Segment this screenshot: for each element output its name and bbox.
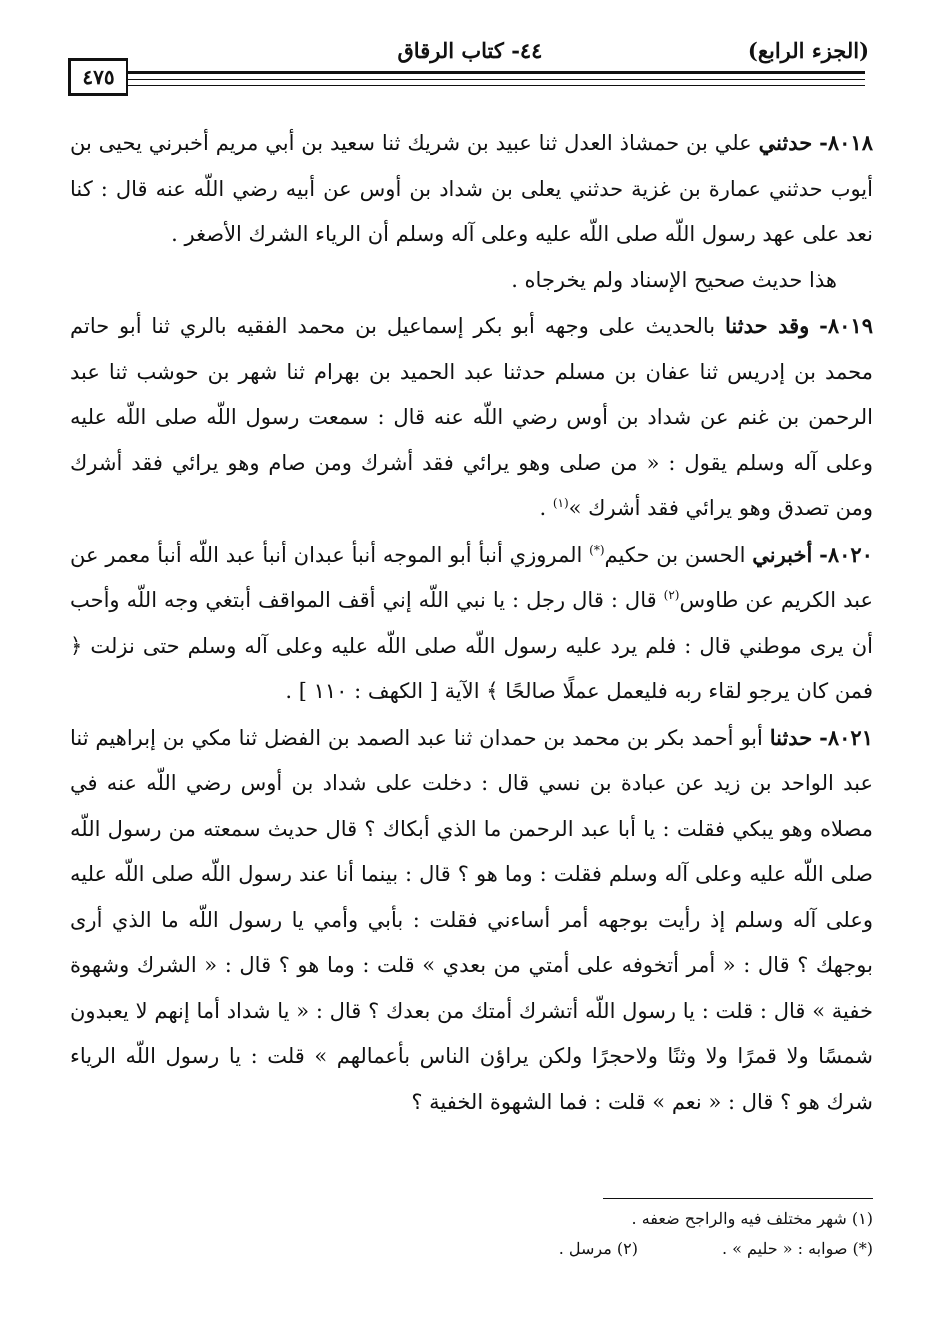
hadith-lead: وقد حدثنا — [725, 313, 810, 338]
hadith-number: ٨٠١٩- — [819, 313, 873, 338]
footnote-marker-star: (*) — [589, 542, 605, 557]
main-text — [70, 120, 873, 1125]
footnote-marker: (١) — [552, 496, 569, 510]
page-number-box — [68, 58, 128, 96]
footnote-2: (٢) مرسل . — [558, 1239, 638, 1258]
hadith-text-part-b: المروزي أنبأ أبو الموجه أنبأ عبدان أنبأ عبد اللّه أنبأ معمر عن عبد الكريم عن طاوس — [70, 542, 874, 612]
hadith-lead: حدثنا — [769, 724, 813, 750]
hadith-8021 — [70, 715, 873, 1126]
hadith-text: بالحديث على وجهه أبو بكر إسماعيل بن محمد الفقيه بالري ثنا أبو حاتم محمد بن إدريس ثنا عفان بن مسلم حدثنا عبد الحميد بن بهرام ثنا شهر بن حوشب ثنا عبد الرحمن بن غنم عن شداد بن أوس رضي اللّه عنه قال : سمعت رسول اللّه صلى اللّه عليه وعلى آله وسلم يقول : « من صلى وهو يرائي فقد أشرك ومن صام وهو يرائي فقد أشرك ومن تصدق وهو يرائي فقد أشرك » — [70, 314, 873, 520]
header-rule-thick — [128, 71, 865, 74]
footnote-marker: (٢) — [663, 588, 680, 602]
hadith-text: علي بن حمشاذ العدل ثنا عبيد بن شريك ثنا سعيد بن أبي مريم أخبرني يحيى بن أيوب حدثني عمارة بن غزية حدثني يعلى بن شداد بن أوس عن أبيه رضي اللّه عنه قال : كنا نعد على عهد رسول اللّه صلى اللّه عليه وعلى آله وسلم أن الرياء الشرك الأصغر . — [70, 131, 873, 246]
page-number: ٤٧٥ — [82, 65, 115, 89]
hadith-lead: حدثني — [758, 130, 813, 155]
running-header-chapter: ٤٤- كتاب الرقاق — [397, 38, 543, 63]
hadith-text-part-a: الحسن بن حكيم — [604, 542, 746, 567]
hadith-number: ٨٠٢١- — [819, 724, 873, 750]
hadith-text-part-c: قال : قال رجل : يا نبي اللّه إني أقف المواقف أبتغي وجه اللّه وأحب أن يرى موطني قال : فلم يرد عليه رسول اللّه صلى اللّه عليه وعلى آله وسلم حتى نزلت ﴿ فمن كان يرجو لقاء ربه فليعمل عملًا صالحًا ﴾ الآية [ الكهف : ١١٠ ] . — [70, 588, 873, 703]
hadith-number: ٨٠٢٠- — [819, 541, 873, 567]
hadith-number: ٨٠١٨- — [819, 130, 873, 155]
header-rule-thin-2 — [128, 85, 865, 86]
hadith-lead: أخبرني — [752, 541, 813, 567]
hadith-tail: . — [539, 496, 553, 520]
running-header-part: (الجزء الرابع) — [747, 38, 869, 63]
hadith-8018 — [70, 120, 873, 258]
footnote-separator — [603, 1198, 873, 1199]
footnotes — [70, 1204, 873, 1264]
hadith-text: أبو أحمد بكر بن محمد بن حمدان ثنا عبد الصمد بن الفضل ثنا مكي بن إبراهيم ثنا عبد الواحد بن زيد عن عبادة بن نسي قال : دخلت على شداد بن أوس رضي اللّه عنه في مصلاه وهو يبكي فقلت : يا أبا عبد الرحمن ما الذي أبكاك ؟ قال حديث سمعته من رسول اللّه صلى اللّه عليه وعلى آله وسلم فقلت : وما هو ؟ قال : بينما أنا عند رسول اللّه صلى اللّه عليه وعلى آله وسلم إذ رأيت بوجهه أمر أساءني فقلت : بأبي وأمي يا رسول اللّه ما الذي أرى بوجهك ؟ قال : « أمر أتخوفه على أمتي من بعدي » قلت : وما هو ؟ قال : « الشرك وشهوة خفية » قال : قلت : يا رسول اللّه أتشرك أمتك من بعدك ؟ قال : « يا شداد أما إنهم لا يعبدون شمسًا ولا قمرًا ولا وثنًا ولاحجرًا ولكن يراؤن الناس بأعمالهم » قلت : يا رسول اللّه الرياء شرك هو ؟ قال : « نعم » قلت : فما الشهوة الخفية ؟ — [70, 725, 873, 1114]
footnote-row — [70, 1234, 873, 1264]
header-rule-thin — [128, 79, 865, 80]
hadith-verdict: هذا حديث صحيح الإسناد ولم يخرجاه . — [511, 267, 837, 292]
footnote-1: (١) شهر مختلف فيه والراجح ضعفه . — [631, 1209, 873, 1228]
hadith-8019 — [70, 303, 873, 532]
footnote-star: (*) صوابه : « حليم » . — [721, 1239, 873, 1258]
hadith-8020 — [70, 532, 873, 715]
